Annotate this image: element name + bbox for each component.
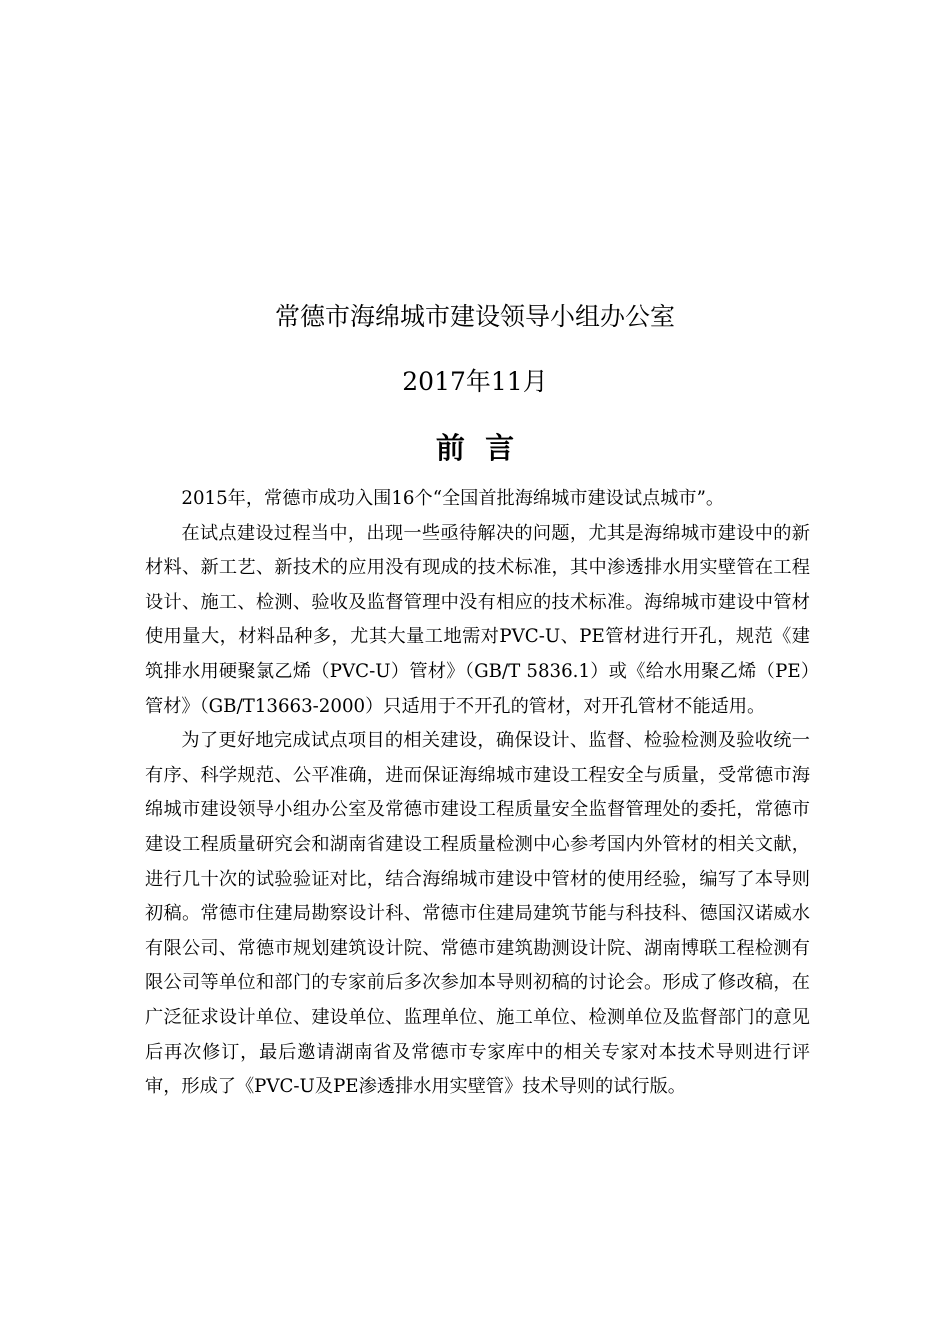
paragraph-3: 为了更好地完成试点项目的相关建设，确保设计、监督、检验检测及验收统一有序、科学规范、公平准确，进而保证海绵城市建设工程安全与质量，受常德市海绵城市建设领导小组办公室及常德市建设工程质量安全监督管理处的委托，常德市建设工程质量研究会和湖南省建设工程质量检测中心参考国内外管材的相关文献，进行几十次的试验验证对比，结合海绵城市建设中管材的使用经验，编写了本导则初稿。常德市住建局勘察设计科、常德市住建局建筑节能与科技科、德国汉诺威水有限公司、常德市规划建筑设计院、常德市建筑勘测设计院、湖南博联工程检测有限公司等单位和部门的专家前后多次参加本导则初稿的讨论会。形成了修改稿，在广泛征求设计单位、建设单位、监理单位、施工单位、检测单位及监督部门的意见后再次修订，最后邀请湖南省及常德市专家库中的相关专家对本技术导则进行评审，形成了《PVC-U及PE渗透排水用实壁管》技术导则的试行版。 <box>145 730 810 1098</box>
issuing-organization: 常德市海绵城市建设领导小组办公室 <box>274 302 675 331</box>
paragraph-1: 2015年，常德市成功入围16个“全国首批海绵城市建设试点城市”。 <box>181 488 725 509</box>
section-title-preface: 前 言 <box>435 431 515 465</box>
preface-body <box>145 482 810 1105</box>
paragraph-2: 在试点建设过程当中，出现一些亟待解决的问题，尤其是海绵城市建设中的新材料、新工艺、新技术的应用没有现成的技术标准，其中渗透排水用实壁管在工程设计、施工、检测、验收及监督管理中没有相应的技术标准。海绵城市建设中管材使用量大，材料品种多，尤其大量工地需对PVC-U、PE管材进行开孔，规范《建筑排水用硬聚氯乙烯（PVC-U）管材》（GB/T 5836.1）或《给水用聚乙烯（PE）管材》（GB/T13663-2000）只适用于不开孔的管材，对开孔管材不能适用。 <box>145 522 810 717</box>
issue-date: 2017年11月 <box>402 367 548 396</box>
